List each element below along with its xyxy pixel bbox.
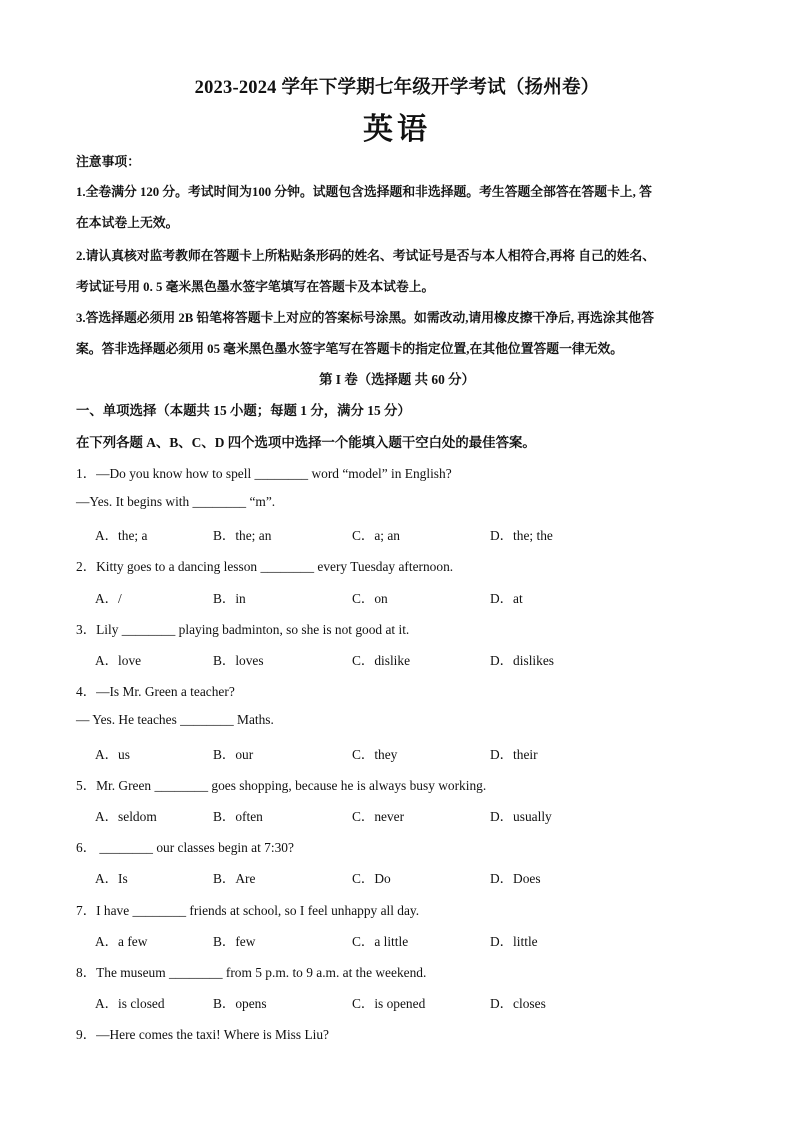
exam-title: 2023-2024 学年下学期七年级开学考试（扬州卷）: [194, 78, 600, 98]
option-a: A．a few: [95, 934, 148, 949]
option-c: C．they: [352, 747, 398, 762]
option-c: C．on: [352, 591, 388, 606]
option-b: B．Are: [213, 871, 256, 886]
option-a: A．Is: [95, 871, 128, 886]
question-stem: 7．I have ________ friends at school, so I feel unhappy all day.: [76, 903, 420, 918]
option-c: C．a little: [352, 934, 409, 949]
option-d: D．at: [490, 591, 523, 606]
question-stem: —Yes. It begins with ________ “m”.: [76, 494, 276, 509]
question-stem: 4．—Is Mr. Green a teacher?: [76, 684, 235, 699]
question-stem: 1．—Do you know how to spell ________ word “model” in English?: [76, 466, 452, 481]
notice-line: 2.请认真核对监考教师在答题卡上所粘贴条形码的姓名、考试证号是否与本人相符合,再将 自己的姓名、: [76, 249, 656, 263]
question-stem: 5．Mr. Green ________ goes shopping, because he is always busy working.: [76, 778, 487, 793]
option-a: A．us: [95, 747, 130, 762]
notice-line: 案。答非选择题必须用 05 毫米黑色墨水签字笔写在答题卡的指定位置,在其他位置答题一律无效。: [76, 342, 624, 356]
option-b: B．in: [213, 591, 246, 606]
option-d: D．dislikes: [490, 653, 554, 668]
option-b: B．few: [213, 934, 256, 949]
option-b: B．the; an: [213, 528, 272, 543]
option-c: C．dislike: [352, 653, 411, 668]
option-a: A．the; a: [95, 528, 148, 543]
notice-line: 3.答选择题必须用 2B 铅笔将答题卡上对应的答案标号涂黑。如需改动,请用橡皮擦干净后, 再选涂其他答: [76, 311, 654, 325]
option-d: D．the; the: [490, 528, 553, 543]
option-d: D．closes: [490, 996, 546, 1011]
question-stem: 3．Lily ________ playing badminton, so she is not good at it.: [76, 622, 410, 637]
option-b: B．our: [213, 747, 254, 762]
option-a: A．/: [95, 591, 122, 606]
question-stem: 9．—Here comes the taxi! Where is Miss Liu?: [76, 1027, 329, 1042]
option-a: A．love: [95, 653, 142, 668]
option-c: C．a; an: [352, 528, 400, 543]
notice-line: 1.全卷满分 120 分。考试时间为100 分钟。试题包含选择题和非选择题。考生答题全部答在答题卡上, 答: [76, 185, 652, 199]
question-stem: 8．The museum ________ from 5 p.m. to 9 a.m. at the weekend.: [76, 965, 427, 980]
option-d: D．little: [490, 934, 538, 949]
notice-heading: 注意事项：: [76, 155, 140, 169]
option-c: C．is opened: [352, 996, 426, 1011]
option-b: B．often: [213, 809, 263, 824]
option-d: D．Does: [490, 871, 541, 886]
part-title: 第 I 卷（选择题 共 60 分）: [319, 372, 475, 387]
option-d: D．their: [490, 747, 538, 762]
option-a: A．is closed: [95, 996, 165, 1011]
notice-line: 考试证号用 0. 5 毫米黑色墨水签字笔填写在答题卡及本试卷上。: [76, 280, 435, 294]
section-title: 一、单项选择（本题共 15 小题；每题 1 分，满分 15 分）: [76, 403, 411, 418]
option-c: C．never: [352, 809, 405, 824]
option-d: D．usually: [490, 809, 552, 824]
question-stem: 2．Kitty goes to a dancing lesson ________ every Tuesday afternoon.: [76, 559, 454, 574]
notice-line: 在本试卷上无效。: [76, 216, 179, 230]
section-instruction: 在下列各题 A、B、C、D 四个选项中选择一个能填入题干空白处的最佳答案。: [76, 435, 536, 450]
option-a: A．seldom: [95, 809, 157, 824]
question-stem: — Yes. He teaches ________ Maths.: [76, 712, 274, 727]
option-c: C．Do: [352, 871, 391, 886]
question-stem: 6． ________ our classes begin at 7:30?: [76, 840, 294, 855]
subject-title: 英语: [363, 113, 431, 146]
option-b: B．loves: [213, 653, 264, 668]
option-b: B．opens: [213, 996, 267, 1011]
